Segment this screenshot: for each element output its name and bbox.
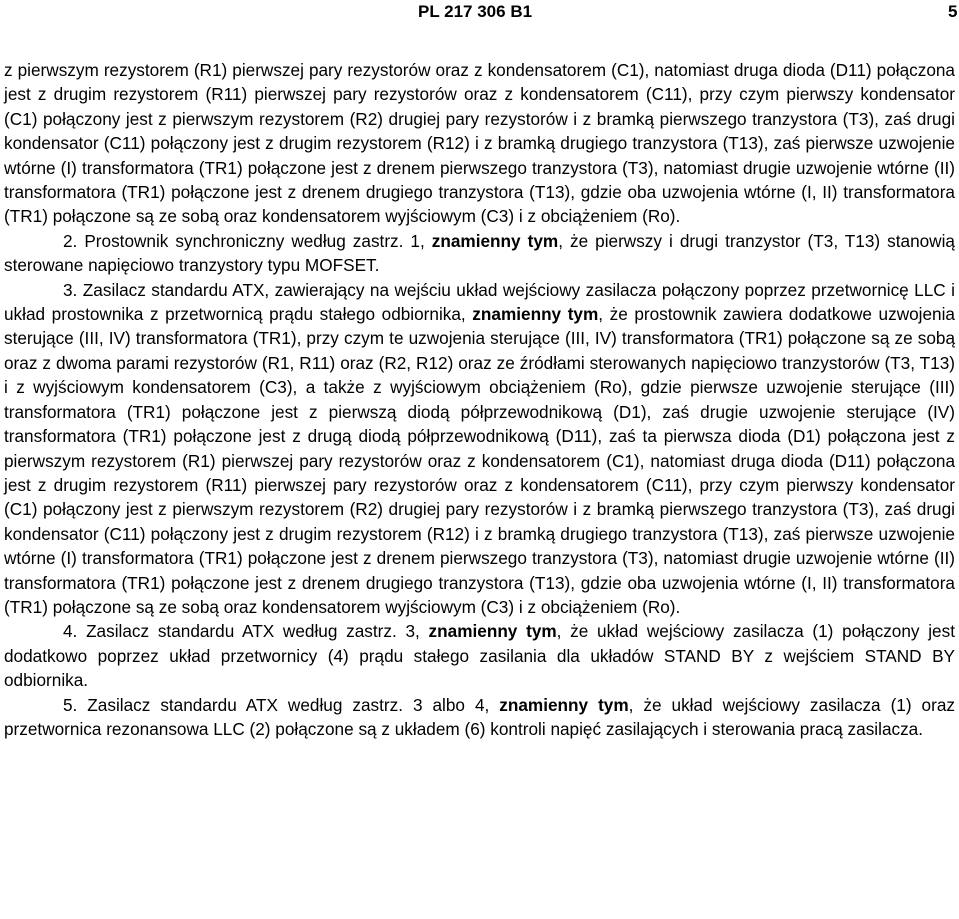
claim-4-body: , że układ wejściowy zasilacza (1) połączony jest dodatkowo poprzez układ przetwornicy (4) prądu stałego zasilania dla układów STAND BY z wejściem STAND BY odbiornika.: [4, 621, 955, 691]
claim-3-intro: 3. Zasilacz standardu ATX, zawierający na wejściu układ wejściowy zasilacza połączony poprzez przetwornicę LLC i układ prostownika z przetwornicą prądu stałego odbiornika,: [4, 279, 955, 325]
claim-3-keyword: znamienny tym: [472, 304, 599, 325]
page-number: 5: [948, 2, 958, 21]
claim-3-body: , że prostownik zawiera dodatkowe uzwojenia sterujące (III, IV) transformatora (TR1), przy czym te uzwojenia sterujące (III, IV) transformatora (TR1) połączone są ze sobą oraz z dwoma parami rezystorów (R1, R11) oraz (R2, R12) oraz ze źródłami sterowanych napięciowo tranzystorów (T3, T13) i z wyjściowym kondensatorem (C3), a także z wyjściowym obciążeniem (Ro), gdzie pierwsze uzwojenie sterujące (III) transformatora (TR1) połączone jest z pierwszą diodą półprzewodnikową (D1), zaś drugie uzwojenie sterujące (IV) transformatora (TR1) połączone jest z drugą diodą półprzewodnikową (D11), zaś ta pierwsza dioda (D1) połączona jest z pierwszym rezystorem (R1) pierwszej pary rezystorów oraz z kondensatorem (C1), natomiast druga dioda (D11) połączona jest z drugim rezystorem (R11) pierwszej pary rezystorów oraz z kondensatorem (C11), przy czym pierwszy kondensator (C1) połączony jest z pierwszym rezystorem (R2) drugiej pary rezystorów i z bramką pierwszego tranzystora (T3), zaś drugi kondensator (C11) połączony jest z drugim rezystorem (R12) i z bramką drugiego tranzystora (T13), zaś pierwsze uzwojenie wtórne (I) transformatora (TR1) połączone jest z drenem pierwszego tranzystora (T3), natomiast drugie uzwojenie wtórne (II) transformatora (TR1) połączone jest z drenem drugiego tranzystora (T13), gdzie oba uzwojenia wtórne (I, II) transformatora (TR1) połączone są ze sobą oraz kondensatorem wyjściowym (C3) i z obciążeniem (Ro).: [4, 304, 955, 617]
claim-2-intro: 2. Prostownik synchroniczny według zastrz. 1,: [63, 230, 425, 251]
claim-2-body: , że pierwszy i drugi tranzystor (T3, T13) stanowią sterowane napięciowo tranzystory typu MOFSET.: [4, 230, 955, 276]
publication-number: PL 217 306 B1: [418, 2, 533, 21]
claim-2-keyword: znamienny tym: [431, 230, 559, 251]
claim-5-body: , że układ wejściowy zasilacza (1) oraz przetwornica rezonansowa LLC (2) połączone są z układem (6) kontroli napięć zasilających i sterowania pracą zasilacza.: [4, 694, 955, 739]
claim-4: [4, 619, 955, 692]
document-body: [4, 58, 955, 741]
claim1-continuation: z pierwszym rezystorem (R1) pierwszej pary rezystorów oraz z kondensatorem (C1), natomiast druga dioda (D11) połączona jest z drugim rezystorem (R11) pierwszej pary rezystorów oraz z kondensatorem (C11), przy czym pierwszy kondensator (C1) połączony jest z pierwszym rezystorem (R2) drugiej pary rezystorów i z bramką pierwszego tranzystora (T3), zaś drugi kondensator (C11) połączony jest z drugim rezystorem (R12) i z bramką drugiego tranzystora (T13), zaś pierwsze uzwojenie wtórne (I) transformatora (TR1) połączone jest z drenem pierwszego tranzystora (T3), natomiast drugie uzwojenie wtórne (II) transformatora (TR1) połączone jest z drenem drugiego tranzystora (T13), gdzie oba uzwojenia wtórne (I, II) transformatora (TR1) połączone są ze sobą oraz kondensatorem wyjściowym (C3) i z obciążeniem (Ro).: [4, 60, 955, 227]
claim-4-keyword: znamienny tym: [428, 621, 557, 642]
claim-4-intro: 4. Zasilacz standardu ATX według zastrz. 3,: [63, 621, 420, 642]
claim-5-intro: 5. Zasilacz standardu ATX według zastrz. 3 albo 4,: [63, 694, 490, 715]
claim-3: [4, 278, 955, 620]
page-header: [0, 0, 959, 24]
claim-2: [4, 229, 955, 278]
claim-5: [4, 693, 955, 742]
claim-5-keyword: znamienny tym: [499, 694, 629, 715]
